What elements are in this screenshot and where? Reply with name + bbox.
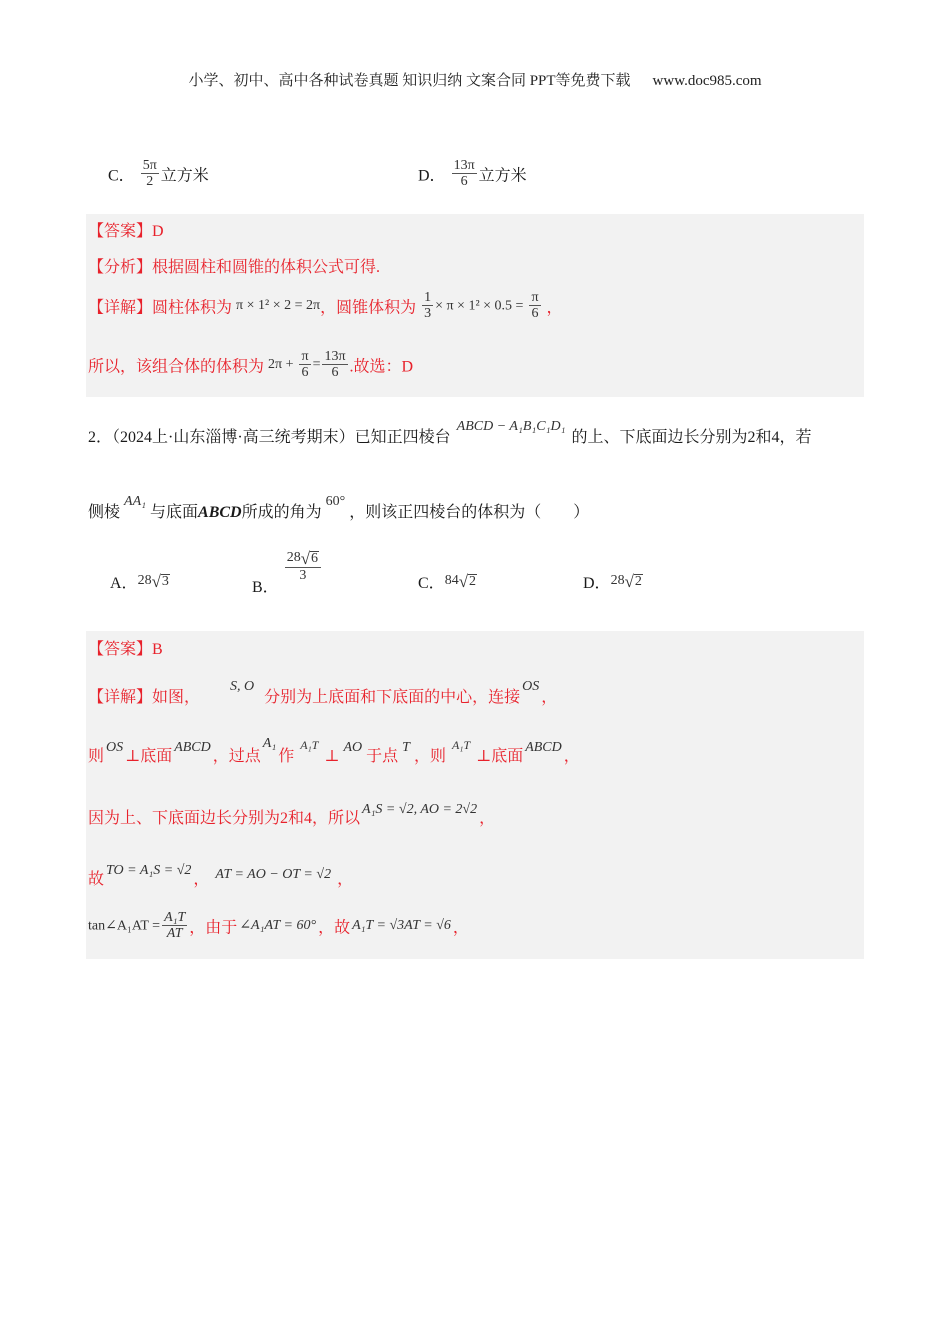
- q1-option-c-fraction: $\frac{5\pi}{2}$: [142, 158, 157, 190]
- q2-answer: 【答案】B: [88, 641, 163, 658]
- q1-cylinder-formula: π × 1² × 2 = 2π: [236, 297, 321, 313]
- q2-option-a: A． 28 √ 3: [110, 572, 169, 592]
- q1-conclusion: 所以，该组合体的体积为 2π + $\frac{\pi}{6}$ = $\frac{13\pi}{6}$ .故选：D: [88, 349, 414, 381]
- q2-option-b: B． 28 √ 6 3: [252, 550, 323, 583]
- q2-detail-line2: 则OS⊥底面ABCD，过点A₁作$^{A_1T}$⊥AO于点T，则$^{A_1T}$⊥底面ABCD，: [88, 736, 580, 765]
- q1-option-c: C． $\frac{5\pi}{2}$ 立方米: [108, 158, 209, 190]
- q2-stem-line2: 侧棱AA₁与底面ABCD所成的角为60°，则该正四棱台的体积为（ ）: [88, 494, 590, 521]
- q2-option-c: C． 84 √ 2: [418, 572, 477, 592]
- q1-option-d: D． $\frac{13\pi}{6}$ 立方米: [418, 158, 527, 190]
- q2-option-d: D． 28 √ 2: [583, 572, 642, 592]
- q2-detail-line4: 故TO = A₁S = √2， AT = AO − OT = √2 ，: [88, 863, 354, 888]
- q1-detail: 【详解】圆柱体积为 π × 1² × 2 = 2π，圆锥体积为 $\frac{1}{3}$ × π × 1² × 0.5 = $\frac{\pi}{6}$ ，: [88, 290, 563, 322]
- q2-detail-line3: 因为上、下底面边长分别为2和4，所以A₁S = √2, AO = 2√2，: [88, 802, 496, 827]
- q2-option-b-fraction: 28 √ 6 3: [285, 550, 321, 583]
- q1-answer: 【答案】D: [88, 223, 164, 240]
- header-text: 小学、初中、高中各种试卷真题 知识归纳 文案合同 PPT等免费下载: [188, 73, 631, 89]
- q2-stem-line1: 2．（2024上·山东淄博·高三统考期末）已知正四棱台ABCD − A₁B₁C₁D₁的上、下底面边长分别为2和4，若: [88, 419, 812, 446]
- page-header: [0, 69, 950, 90]
- q1-option-d-fraction: $\frac{13\pi}{6}$: [453, 158, 475, 190]
- q1-cone-formula: $\frac{1}{3}$ × π × 1² × 0.5 = $\frac{\pi}{6}$: [424, 290, 539, 322]
- q1-analysis: 【分析】根据圆柱和圆锥的体积公式可得.: [88, 259, 381, 276]
- header-site: www.doc985.com: [652, 73, 762, 89]
- q2-detail-line1: 【详解】如图，S, O分别为上底面和下底面的中心，连接OS，: [88, 679, 558, 706]
- q2-detail-line5: tan∠A₁AT = $\frac{\text{A₁T}}{AT}$ ，由于 ∠A₁AT = 60° ，故 A₁T = √3AT = √6 ，: [88, 910, 469, 942]
